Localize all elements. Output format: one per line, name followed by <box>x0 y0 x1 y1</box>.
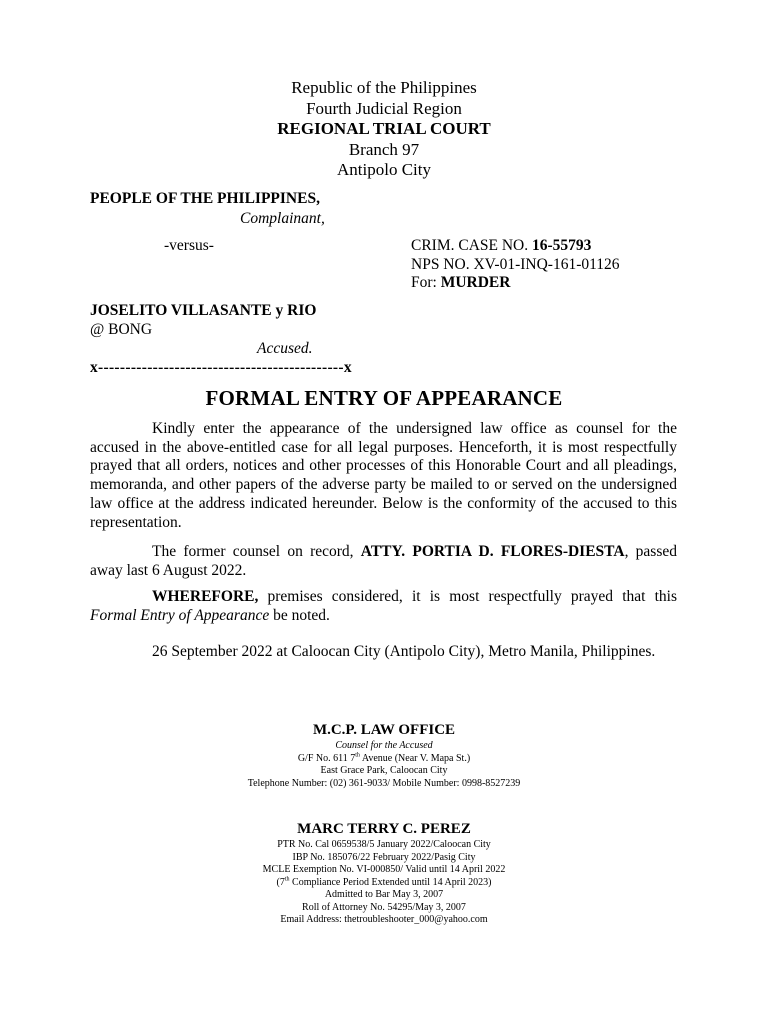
accused-role: Accused. <box>257 340 313 357</box>
charge-label: For: <box>411 274 441 291</box>
lawyer-roll: Roll of Attorney No. 54295/May 3, 2007 <box>302 901 466 913</box>
crim-case-label: CRIM. CASE NO. <box>411 237 533 254</box>
lawyer-bar-admission: Admitted to Bar May 3, 2007 <box>324 889 444 900</box>
accused-name: JOSELITO VILLASANTE y RIO <box>90 302 317 319</box>
crim-case-number: 16-55793 <box>532 237 592 254</box>
court-header <box>0 78 768 181</box>
body-paragraph-2 <box>90 543 677 580</box>
charge-value: MURDER <box>440 274 511 291</box>
nps-number: NPS NO. XV-01-INQ-161-01126 <box>411 256 620 273</box>
para2-text-b: , passed away last 6 August 2022. <box>90 543 678 579</box>
para3-text-a: premises considered, it is most respectfully prayed that this <box>258 588 677 605</box>
body-paragraph-1: Kindly enter the appearance of the undersigned law office as counsel for the accused in the above-entitled case for all legal purposes. Henceforth, it is most respectfully prayed that all orders, notices and other processes of this Honorable Court and all pleadings, memoranda, and other papers of the adverse party be mailed to or served on the undersigned law office at the address indicated hereunder. Below is the conformity of the accused to this representation. <box>90 420 677 531</box>
firm-address-1: G/F No. 611 7th Avenue (Near V. Mapa St.) <box>297 752 471 764</box>
crim-case-line <box>411 237 591 255</box>
firm-name: M.C.P. LAW OFFICE <box>312 722 456 738</box>
accused-alias: @ BONG <box>90 321 153 338</box>
plaintiff-name: PEOPLE OF THE PHILIPPINES, <box>90 190 320 207</box>
plaintiff-role: Complainant, <box>240 210 325 227</box>
lawyer-block <box>0 821 768 927</box>
firm-role: Counsel for the Accused <box>335 740 433 751</box>
law-firm-block <box>0 722 768 790</box>
para3-italic: Formal Entry of Appearance <box>90 606 270 624</box>
header-court: REGIONAL TRIAL COURT <box>277 119 491 138</box>
versus-label: -versus- <box>164 237 214 254</box>
header-city: Antipolo City <box>337 160 431 179</box>
para2-text-a: The former counsel on record, <box>152 543 361 560</box>
charge-line <box>411 274 510 292</box>
body-paragraph-4: 26 September 2022 at Caloocan City (Antipolo City), Metro Manila, Philippines. <box>152 643 656 660</box>
document-title: FORMAL ENTRY OF APPEARANCE <box>205 386 563 410</box>
wherefore-lead: WHEREFORE, <box>152 588 259 605</box>
caption-separator: x---------------------------------------------x <box>90 359 352 376</box>
lawyer-compliance: (7th Compliance Period Extended until 14 April 2023) <box>276 876 492 888</box>
lawyer-ibp: IBP No. 185076/22 February 2022/Pasig City <box>292 851 476 863</box>
header-region: Fourth Judicial Region <box>306 98 462 118</box>
header-branch: Branch 97 <box>348 139 420 159</box>
body-paragraph-3 <box>90 588 677 625</box>
lawyer-mcle: MCLE Exemption No. VI-000850/ Valid until 14 April 2022 <box>262 864 506 875</box>
lawyer-ptr: PTR No. Cal 0659538/5 January 2022/Caloocan City <box>277 839 491 850</box>
former-counsel-name: ATTY. PORTIA D. FLORES-DIESTA <box>360 543 625 560</box>
firm-address-2: East Grace Park, Caloocan City <box>320 765 448 776</box>
header-republic: Republic of the Philippines <box>291 78 477 97</box>
firm-phone: Telephone Number: (02) 361-9033/ Mobile Number: 0998-8527239 <box>247 777 521 789</box>
lawyer-email: Email Address: thetroubleshooter_000@yahoo.com <box>280 914 488 925</box>
para3-text-b: be noted. <box>269 606 330 624</box>
lawyer-name: MARC TERRY C. PEREZ <box>297 821 471 837</box>
